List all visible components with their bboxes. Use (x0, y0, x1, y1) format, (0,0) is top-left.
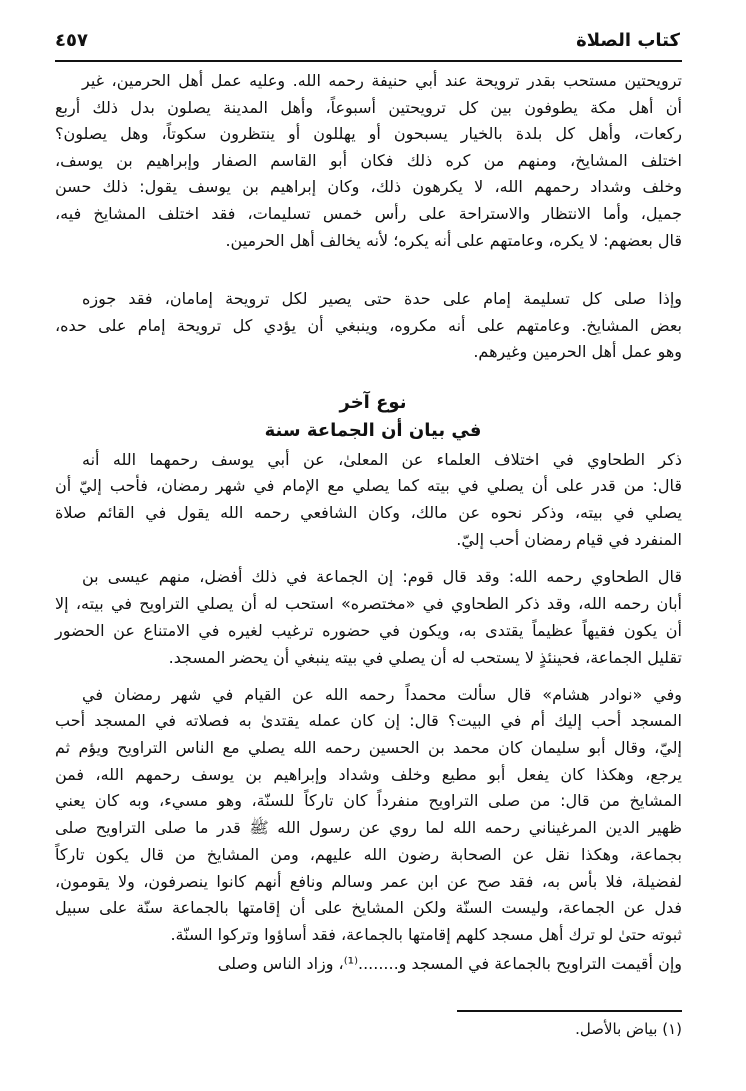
text-line: جميل، وأما الانتظار والاستراحة على رأس خمس تسليمات، فقد اختلف المشايخ فيه، (55, 204, 682, 223)
text-line: قال الطحاوي رحمه الله: وقد قال قوم: إن الجماعة في ذلك أفضل، منهم عيسى بن (82, 567, 682, 586)
text-line: وفي «نوادر هشام» قال سألت محمداً رحمه الله عن القيام في شهر رمضان في (82, 685, 682, 704)
footnote-rule (457, 1010, 682, 1012)
text-line: اختلف المشايخ، ومنهم من كره ذلك فكان أبو القاسم الصفار وإبراهيم بن يوسف، (55, 151, 682, 170)
text-line: فدل عن الجماعة، وليست السنّة ولكن المشايخ على أن إقامتها بالجماعة سنّة على سبيل (55, 898, 682, 917)
text-line: وهو عمل أهل الحرمين وغيرهم. (473, 342, 682, 361)
footnote: (١) بياض بالأصل. (575, 1020, 682, 1038)
text-line: ذكر الطحاوي في اختلاف العلماء عن المعلىٰ، عن أبي يوسف رحمهما الله أنه (82, 450, 682, 469)
text-line: أن يكون فقيهاً عظيماً يقتدى به، ويكون في حضوره ترغيب لغيره في الامتناع عن الحضور (55, 621, 682, 640)
text-line: المسجد أحب إليك أم في البيت؟ قال: إن كان عمله يقتدىٰ به فصلاته في المسجد أحب (55, 711, 682, 730)
page-number: ٤٥٧ (55, 30, 88, 51)
text-line: وإن أقيمت التراويح بالجماعة في المسجد و........⁽¹⁾، وزاد الناس وصلى (217, 954, 682, 973)
text-line: وإذا صلى كل تسليمة إمام على حدة حتى يصير لكل ترويحة إمامان، فقد جوزه (82, 289, 682, 308)
text-line: يصلي في بيته، وذكر نحوه عن مالك، وكان الشافعي رحمه الله يقول في القائم صلاة (55, 503, 682, 522)
header-rule (55, 60, 682, 62)
text-line: المشايخ من قال: من صلى التراويح منفرداً كان تاركاً للسنّة، وهو مسيء، وبه كان يعني (55, 791, 682, 810)
text-line: ثبوته حتىٰ لو ترك أهل مسجد كلهم إقامتها بالجماعة، فقد أساؤوا وتركوا السنّة. (170, 925, 682, 944)
text-line: بعض المشايخ. وعامتهم على أنه مكروه، وينبغي أن يؤدي كل ترويحة إمام على حده، (55, 316, 682, 335)
section-title: نوع آخر (339, 392, 407, 413)
text-line: قال: من قدر على أن يصلي في بيته كما يصلي مع الإمام في شهر رمضان، فأحب إليّ أن (55, 476, 682, 495)
text-line: لفضيلة، فلا بأس به، فقد صح عن ابن عمر وسالم ونافع أنهم كانوا ينصرفون، ولا يقومون، (55, 872, 682, 891)
text-line: أبان رحمه الله، وقد ذكر الطحاوي في «مختصره» استحب له أن يصلي التراويح في بيته، إلا (55, 594, 682, 613)
text-line: أن أهل مكة يطوفون بين كل ترويحتين أسبوعاً، وأهل المدينة يصلون بدل ذلك أربع (55, 98, 682, 117)
text-line: ظهير الدين المرغيناني رحمه الله لما روي عن رسول الله ﷺ قدر ما صلى التراويح صلى (55, 818, 682, 837)
running-title: كتاب الصلاة (576, 30, 680, 51)
text-line: بجماعة، وهكذا نقل عن الصحابة رضون الله عليهم، ومن المشايخ من قال يكون تاركاً (55, 845, 682, 864)
text-line: ركعات، وأهل كل بلدة بالخيار يسبحون أو يهللون أو ينتظرون سكوتاً، وهل يصلون؟ (55, 124, 682, 143)
text-line: تقليل الجماعة، فحينئذٍ لا يستحب له أن يصلي في بيته ينبغي أن يحضر المسجد. (168, 648, 682, 667)
section-subtitle: في بيان أن الجماعة سنة (264, 420, 482, 441)
text-line: إليّ، وقال أبو سليمان كان محمد بن الحسين رحمه الله يصلي مع الناس التراويح ويؤم ثم (55, 738, 682, 757)
text-line: يرجع، وهكذا كان يفعل أبو مطيع وخلف وشداد وإبراهيم بن يوسف رحمهم الله، فمن (55, 765, 682, 784)
text-line: المنفرد في قيام رمضان أحب إليّ. (456, 530, 682, 549)
text-line: وخلف وشداد رحمهم الله، لا يكرهون ذلك، وكان إبراهيم بن يوسف يقول: ذلك حسن (55, 177, 682, 196)
text-line: قال بعضهم: لا يكره، وعامتهم على أنه يكره؛ لأنه يخالف أهل الحرمين. (225, 231, 682, 250)
text-line: ترويحتين مستحب بقدر ترويحة عند أبي حنيفة رحمه الله. وعليه عمل أهل الحرمين، غير (82, 71, 682, 90)
